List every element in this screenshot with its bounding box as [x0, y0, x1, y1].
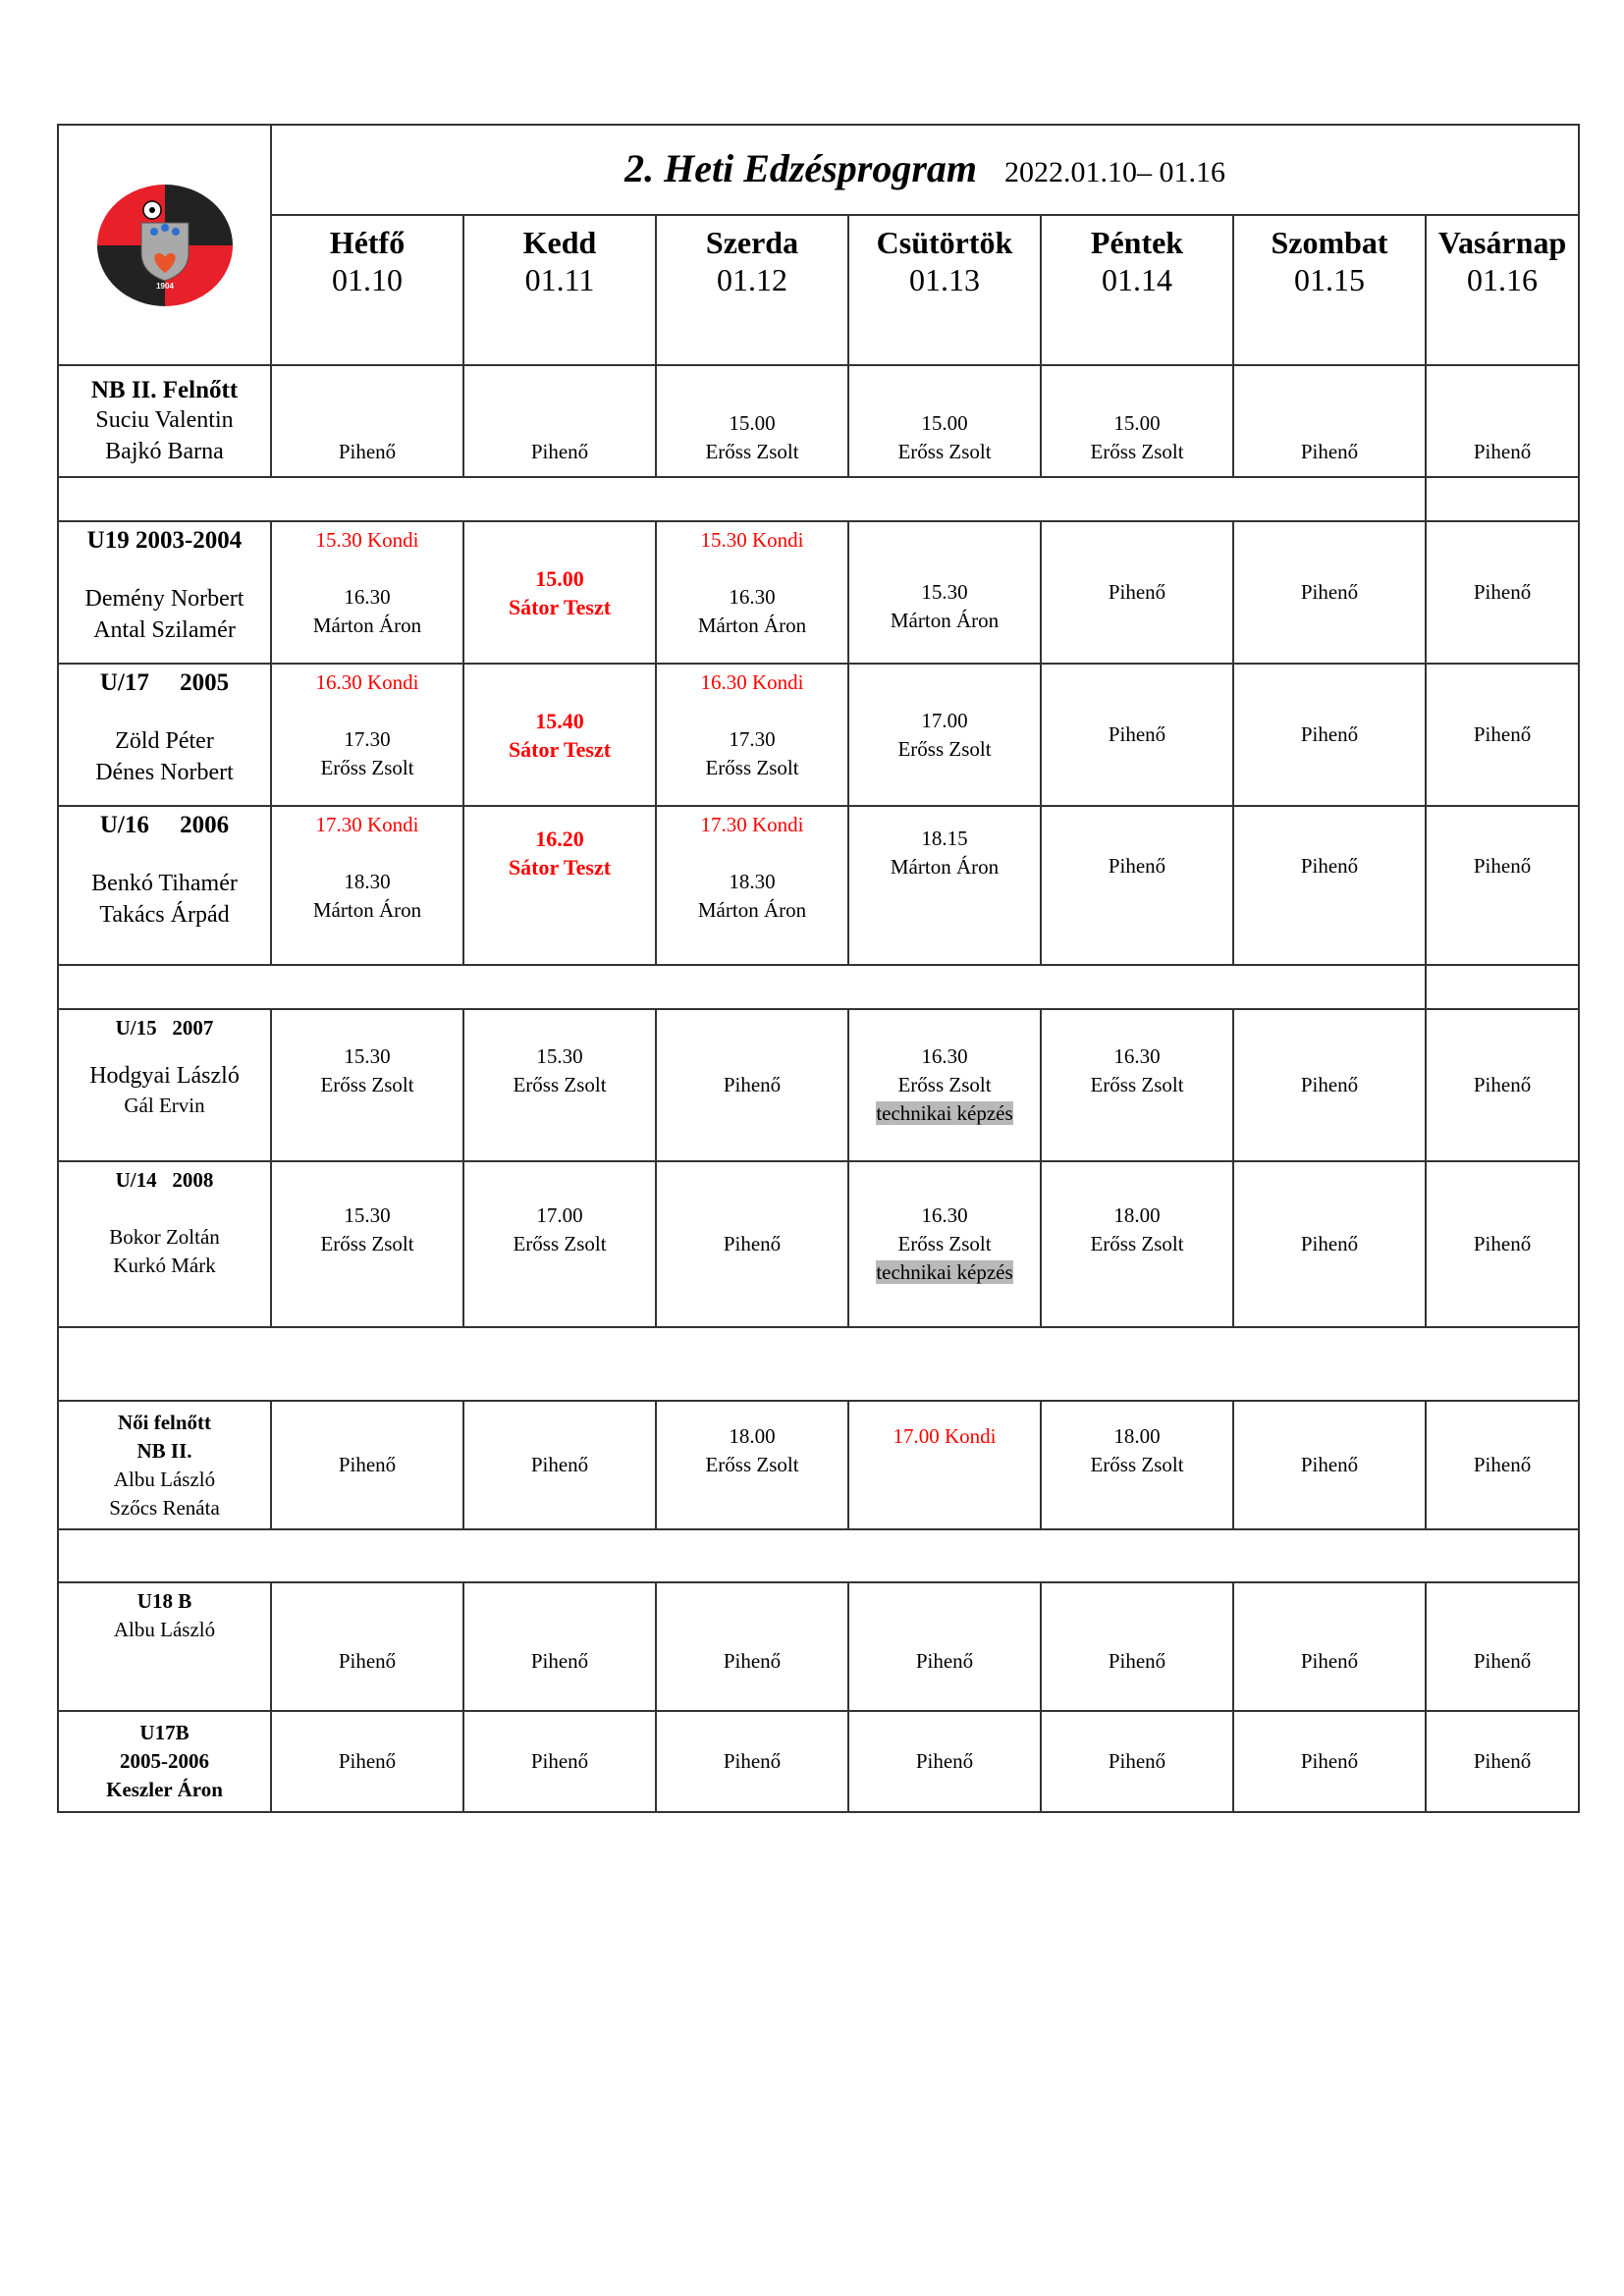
- schedule-cell: Pihenő: [1233, 1582, 1426, 1711]
- schedule-cell: Pihenő: [1426, 1009, 1579, 1161]
- spacer-row: [58, 1529, 1579, 1582]
- schedule-cell: 15.30 Erőss Zsolt: [271, 1009, 463, 1161]
- team-cell: U/14 2008 Bokor Zoltán Kurkó Márk: [58, 1161, 271, 1327]
- schedule-cell: Pihenő: [271, 365, 463, 477]
- schedule-cell: 18.00 Erőss Zsolt: [1041, 1161, 1233, 1327]
- schedule-cell: 18.00 Erőss Zsolt: [1041, 1401, 1233, 1529]
- team-cell: U/17 2005 Zöld Péter Dénes Norbert: [58, 664, 271, 806]
- table-row-women: [58, 1401, 1579, 1529]
- schedule-cell: 16.30 Erőss Zsolt technikai képzés: [848, 1009, 1041, 1161]
- schedule-cell: Pihenő: [1426, 1711, 1579, 1812]
- team-cell: U/16 2006 Benkó Tihamér Takács Árpád: [58, 806, 271, 965]
- schedule-cell: 17.30 Kondi 18.30 Márton Áron: [656, 806, 848, 965]
- day-header-thursday: Csütörtök 01.13: [848, 215, 1041, 365]
- schedule-cell: Pihenő: [656, 1009, 848, 1161]
- schedule-cell: Pihenő: [463, 1711, 656, 1812]
- team-cell: U19 2003-2004 Demény Norbert Antal Szilamér: [58, 521, 271, 664]
- schedule-cell: Pihenő: [1233, 1401, 1426, 1529]
- day-header-tuesday: Kedd 01.11: [463, 215, 656, 365]
- team-cell: Női felnőtt NB II. Albu László Szőcs Renáta: [58, 1401, 271, 1529]
- technical-training-badge: technikai képzés: [876, 1101, 1013, 1125]
- schedule-cell: Pihenő: [656, 1711, 848, 1812]
- page-title: 2. Heti Edzésprogram: [624, 145, 977, 190]
- schedule-cell: 15.30 Kondi 16.30 Márton Áron: [656, 521, 848, 664]
- technical-training-badge: technikai képzés: [876, 1260, 1013, 1284]
- schedule-cell: 18.00 Erőss Zsolt: [656, 1401, 848, 1529]
- schedule-cell: Pihenő: [1426, 1582, 1579, 1711]
- schedule-cell: 15.30 Erőss Zsolt: [463, 1009, 656, 1161]
- schedule-cell: Pihenő: [1426, 1401, 1579, 1529]
- date-range: 2022.01.10– 01.16: [1004, 155, 1225, 188]
- schedule-cell: Pihenő: [1041, 1582, 1233, 1711]
- schedule-cell: 15.00 Erőss Zsolt: [656, 365, 848, 477]
- schedule-cell: Pihenő: [1233, 1009, 1426, 1161]
- schedule-cell: Pihenő: [1233, 806, 1426, 965]
- schedule-cell: Pihenő: [1233, 365, 1426, 477]
- schedule-cell: 15.00 Erőss Zsolt: [848, 365, 1041, 477]
- team-cell: U18 B Albu László: [58, 1582, 271, 1711]
- title-cell: [271, 125, 1579, 215]
- day-header-wednesday: Szerda 01.12: [656, 215, 848, 365]
- day-header-saturday: Szombat 01.15: [1233, 215, 1426, 365]
- schedule-cell: Pihenő: [1233, 664, 1426, 806]
- spacer-row: [58, 477, 1426, 521]
- table-row-u14: [58, 1161, 1579, 1327]
- team-cell: NB II. Felnőtt Suciu Valentin Bajkó Barna: [58, 365, 271, 477]
- schedule-cell: Pihenő: [463, 365, 656, 477]
- schedule-cell: Pihenő: [656, 1161, 848, 1327]
- schedule-cell: Pihenő: [1233, 1711, 1426, 1812]
- table-row-u18b: [58, 1582, 1579, 1711]
- team-cell: U17B 2005-2006 Keszler Áron: [58, 1711, 271, 1812]
- schedule-cell: 17.00 Erőss Zsolt: [848, 664, 1041, 806]
- schedule-cell: Pihenő: [1041, 1711, 1233, 1812]
- club-logo-icon: [95, 183, 235, 308]
- svg-text:1904: 1904: [155, 281, 174, 291]
- schedule-cell: 15.30 Kondi 16.30 Márton Áron: [271, 521, 463, 664]
- schedule-cell: 16.30 Kondi 17.30 Erőss Zsolt: [656, 664, 848, 806]
- day-header-sunday: Vasárnap 01.16: [1426, 215, 1579, 365]
- schedule-cell: Pihenő: [1426, 1161, 1579, 1327]
- spacer-row: [58, 1327, 1579, 1401]
- schedule-cell: Pihenő: [848, 1711, 1041, 1812]
- table-row-u16: [58, 806, 1579, 965]
- spacer-cell: [1426, 965, 1579, 1009]
- team-cell: U/15 2007 Hodgyai László Gál Ervin: [58, 1009, 271, 1161]
- schedule-cell: 16.20 Sátor Teszt: [463, 806, 656, 965]
- schedule-cell: Pihenő: [271, 1401, 463, 1529]
- table-row-u19: [58, 521, 1579, 664]
- schedule-cell: 18.15 Márton Áron: [848, 806, 1041, 965]
- schedule-cell: Pihenő: [1426, 521, 1579, 664]
- schedule-cell: Pihenő: [1233, 1161, 1426, 1327]
- schedule-cell: Pihenő: [1426, 806, 1579, 965]
- schedule-cell: Pihenő: [463, 1582, 656, 1711]
- spacer-row: [58, 965, 1426, 1009]
- schedule-cell: 17.00 Kondi: [848, 1401, 1041, 1529]
- schedule-cell: 16.30 Erőss Zsolt: [1041, 1009, 1233, 1161]
- schedule-cell: 15.40 Sátor Teszt: [463, 664, 656, 806]
- table-row-u17b: [58, 1711, 1579, 1812]
- schedule-cell: 17.00 Erőss Zsolt: [463, 1161, 656, 1327]
- schedule-cell: Pihenő: [656, 1582, 848, 1711]
- schedule-cell: 16.30 Kondi 17.30 Erőss Zsolt: [271, 664, 463, 806]
- schedule-cell: Pihenő: [1041, 806, 1233, 965]
- table-row-u17: [58, 664, 1579, 806]
- schedule-cell: 15.30 Erőss Zsolt: [271, 1161, 463, 1327]
- day-header-monday: Hétfő 01.10: [271, 215, 463, 365]
- schedule-cell: Pihenő: [463, 1401, 656, 1529]
- schedule-cell: 16.30 Erőss Zsolt technikai képzés: [848, 1161, 1041, 1327]
- day-header-friday: Péntek 01.14: [1041, 215, 1233, 365]
- schedule-cell: Pihenő: [271, 1582, 463, 1711]
- schedule-cell: 15.00 Erőss Zsolt: [1041, 365, 1233, 477]
- schedule-cell: Pihenő: [1041, 521, 1233, 664]
- table-row-nb2: [58, 365, 1579, 477]
- table-row-u15: [58, 1009, 1579, 1161]
- club-logo-cell: [58, 125, 271, 365]
- training-schedule-table: [57, 124, 1580, 1813]
- schedule-cell: Pihenő: [1426, 365, 1579, 477]
- spacer-cell: [1426, 477, 1579, 521]
- schedule-cell: Pihenő: [1041, 664, 1233, 806]
- schedule-cell: 15.00 Sátor Teszt: [463, 521, 656, 664]
- schedule-cell: Pihenő: [271, 1711, 463, 1812]
- schedule-cell: 15.30 Márton Áron: [848, 521, 1041, 664]
- schedule-cell: Pihenő: [848, 1582, 1041, 1711]
- schedule-cell: Pihenő: [1233, 521, 1426, 664]
- schedule-cell: Pihenő: [1426, 664, 1579, 806]
- schedule-cell: 17.30 Kondi 18.30 Márton Áron: [271, 806, 463, 965]
